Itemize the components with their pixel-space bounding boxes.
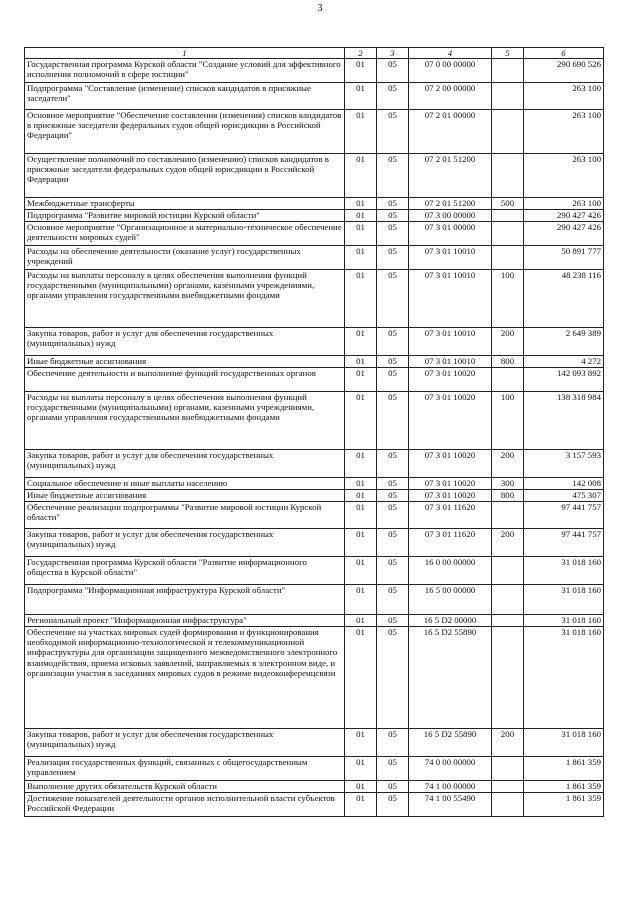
row-amount: 138 318 984 <box>524 392 604 450</box>
row-amount: 97 441 757 <box>524 502 604 529</box>
row-subsection: 05 <box>377 270 409 328</box>
row-section: 01 <box>345 529 377 557</box>
row-expense-type <box>492 502 524 529</box>
row-subsection: 05 <box>377 502 409 529</box>
row-subsection: 05 <box>377 222 409 246</box>
table-row <box>25 328 604 356</box>
row-name: Подпрограмма "Информационная инфраструктура Курской области" <box>25 585 345 615</box>
table-row <box>25 210 604 222</box>
row-name: Осуществление полномочий по составлению (изменению) списков кандидатов в присяжные заседатели федеральных судов общей юрисдикции в Российской Федерации <box>25 154 345 198</box>
row-section: 01 <box>345 392 377 450</box>
row-subsection: 05 <box>377 154 409 198</box>
row-target-article: 07 3 01 11620 <box>409 529 492 557</box>
table-row <box>25 110 604 154</box>
row-expense-type: 200 <box>492 529 524 557</box>
row-section: 01 <box>345 729 377 757</box>
table-row <box>25 154 604 198</box>
row-amount: 263 100 <box>524 110 604 154</box>
row-name: Закупка товаров, работ и услуг для обеспечения государственных (муниципальных) нужд <box>25 529 345 557</box>
row-target-article: 07 3 00 00000 <box>409 210 492 222</box>
row-amount: 3 157 593 <box>524 450 604 478</box>
row-expense-type: 500 <box>492 198 524 210</box>
column-header: 4 <box>409 48 492 59</box>
row-name: Социальное обеспечение и иные выплаты населению <box>25 478 345 490</box>
row-amount: 142 008 <box>524 478 604 490</box>
row-expense-type: 300 <box>492 478 524 490</box>
row-amount: 1 861 359 <box>524 781 604 793</box>
row-name: Обеспечение реализации подпрограммы "Развитие мировой юстиции Курской области" <box>25 502 345 529</box>
row-amount: 475 307 <box>524 490 604 502</box>
row-section: 01 <box>345 585 377 615</box>
row-amount: 50 891 777 <box>524 246 604 270</box>
page-number: 3 <box>317 3 323 14</box>
row-expense-type: 100 <box>492 392 524 450</box>
row-expense-type <box>492 585 524 615</box>
table-row <box>25 368 604 392</box>
row-name: Иные бюджетные ассигнования <box>25 490 345 502</box>
row-target-article: 07 2 01 51200 <box>409 198 492 210</box>
row-amount: 31 018 160 <box>524 615 604 627</box>
row-amount: 31 018 160 <box>524 729 604 757</box>
table-row <box>25 83 604 110</box>
row-subsection: 05 <box>377 368 409 392</box>
row-name: Закупка товаров, работ и услуг для обеспечения государственных (муниципальных) нужд <box>25 328 345 356</box>
row-subsection: 05 <box>377 529 409 557</box>
row-section: 01 <box>345 270 377 328</box>
row-expense-type <box>492 59 524 83</box>
row-subsection: 05 <box>377 59 409 83</box>
row-subsection: 05 <box>377 328 409 356</box>
row-amount: 290 427 426 <box>524 210 604 222</box>
table-row <box>25 615 604 627</box>
row-expense-type <box>492 793 524 817</box>
row-amount: 31 018 160 <box>524 557 604 585</box>
row-name: Закупка товаров, работ и услуг для обеспечения государственных (муниципальных) нужд <box>25 450 345 478</box>
row-name: Расходы на выплаты персоналу в целях обеспечения выполнения функций государственными (муниципальными) органами, казенными учреждениями, органами управления государственными внебюджетными фондами <box>25 392 345 450</box>
row-amount: 263 100 <box>524 154 604 198</box>
row-expense-type <box>492 154 524 198</box>
row-target-article: 07 3 01 11620 <box>409 502 492 529</box>
table-row <box>25 356 604 368</box>
row-section: 01 <box>345 110 377 154</box>
row-amount: 1 861 359 <box>524 757 604 781</box>
row-subsection: 05 <box>377 210 409 222</box>
row-subsection: 05 <box>377 246 409 270</box>
row-name: Выполнение других обязательств Курской области <box>25 781 345 793</box>
row-target-article: 07 2 00 00000 <box>409 83 492 110</box>
row-expense-type <box>492 757 524 781</box>
row-section: 01 <box>345 368 377 392</box>
row-section: 01 <box>345 222 377 246</box>
row-section: 01 <box>345 210 377 222</box>
row-subsection: 05 <box>377 793 409 817</box>
table-row <box>25 781 604 793</box>
row-name: Расходы на обеспечение деятельности (оказание услуг) государственных учреждений <box>25 246 345 270</box>
row-target-article: 07 3 01 10020 <box>409 490 492 502</box>
row-target-article: 07 3 01 10020 <box>409 368 492 392</box>
row-target-article: 16 5 D2 55890 <box>409 627 492 729</box>
row-expense-type <box>492 627 524 729</box>
row-subsection: 05 <box>377 198 409 210</box>
row-section: 01 <box>345 246 377 270</box>
row-subsection: 05 <box>377 392 409 450</box>
row-name: Подпрограмма "Составление (изменение) списков кандидатов в присяжные заседатели" <box>25 83 345 110</box>
row-subsection: 05 <box>377 757 409 781</box>
row-section: 01 <box>345 450 377 478</box>
row-section: 01 <box>345 478 377 490</box>
table-row <box>25 270 604 328</box>
row-target-article: 07 3 01 10020 <box>409 450 492 478</box>
table-row <box>25 392 604 450</box>
row-name: Реализация государственных функций, связанных с общегосударственным управлением <box>25 757 345 781</box>
row-amount: 2 649 389 <box>524 328 604 356</box>
row-expense-type <box>492 781 524 793</box>
row-expense-type: 800 <box>492 356 524 368</box>
row-expense-type <box>492 110 524 154</box>
table-row <box>25 450 604 478</box>
column-header: 5 <box>492 48 524 59</box>
table-row <box>25 627 604 729</box>
table-row <box>25 59 604 83</box>
row-name: Обеспечение на участках мировых судей формирования и функционирования необходимой информационно-технологической и телекоммуникационной инфраструктуры для организации защищенного межведомственного электронного взаимодействия, приема исковых заявлений, направляемых в электронном виде, и организации участия в заседаниях мировых судов в режиме видеоконференцсвязи <box>25 627 345 729</box>
table-row <box>25 793 604 817</box>
row-amount: 263 100 <box>524 198 604 210</box>
row-name: Государственная программа Курской области "Создание условий для эффективного исполнения полномочий в сфере юстиции" <box>25 59 345 83</box>
row-subsection: 05 <box>377 615 409 627</box>
row-target-article: 07 3 01 00000 <box>409 222 492 246</box>
row-target-article: 16 5 D2 55890 <box>409 729 492 757</box>
row-subsection: 05 <box>377 450 409 478</box>
table-row <box>25 478 604 490</box>
row-amount: 31 018 160 <box>524 627 604 729</box>
row-section: 01 <box>345 83 377 110</box>
row-section: 01 <box>345 627 377 729</box>
row-subsection: 05 <box>377 356 409 368</box>
table-row <box>25 729 604 757</box>
row-expense-type <box>492 222 524 246</box>
column-header: 1 <box>25 48 345 59</box>
row-amount: 263 100 <box>524 83 604 110</box>
row-amount: 290 690 526 <box>524 59 604 83</box>
table-row <box>25 757 604 781</box>
table-row <box>25 529 604 557</box>
row-amount: 31 018 160 <box>524 585 604 615</box>
row-amount: 142 093 892 <box>524 368 604 392</box>
row-target-article: 74 1 00 00000 <box>409 781 492 793</box>
row-expense-type: 200 <box>492 328 524 356</box>
row-section: 01 <box>345 615 377 627</box>
row-name: Основное мероприятие "Обеспечение составления (изменения) списков кандидатов в присяжные заседатели федеральных судов общей юрисдикции в Российской Федерации" <box>25 110 345 154</box>
row-target-article: 16 0 00 00000 <box>409 557 492 585</box>
table-row <box>25 502 604 529</box>
row-expense-type <box>492 210 524 222</box>
row-subsection: 05 <box>377 490 409 502</box>
budget-table <box>24 47 604 817</box>
column-header: 6 <box>524 48 604 59</box>
table-row <box>25 585 604 615</box>
row-target-article: 07 3 01 10010 <box>409 270 492 328</box>
row-section: 01 <box>345 781 377 793</box>
table-row <box>25 490 604 502</box>
row-expense-type: 200 <box>492 450 524 478</box>
table-row <box>25 557 604 585</box>
row-section: 01 <box>345 198 377 210</box>
row-subsection: 05 <box>377 83 409 110</box>
row-name: Расходы на выплаты персоналу в целях обеспечения выполнения функций государственными (муниципальными) органами, казенными учреждениями, органами управления государственными внебюджетными фондами <box>25 270 345 328</box>
row-name: Достижение показателей деятельности органов исполнительной власти субъектов Российской Федерации <box>25 793 345 817</box>
row-section: 01 <box>345 356 377 368</box>
row-amount: 97 441 757 <box>524 529 604 557</box>
row-target-article: 07 3 01 10020 <box>409 478 492 490</box>
column-header: 2 <box>345 48 377 59</box>
row-target-article: 07 3 01 10010 <box>409 246 492 270</box>
row-section: 01 <box>345 757 377 781</box>
row-amount: 4 272 <box>524 356 604 368</box>
row-subsection: 05 <box>377 781 409 793</box>
row-target-article: 74 0 00 00000 <box>409 757 492 781</box>
row-expense-type <box>492 246 524 270</box>
row-target-article: 07 2 01 51200 <box>409 154 492 198</box>
row-target-article: 07 3 01 10010 <box>409 356 492 368</box>
row-name: Иные бюджетные ассигнования <box>25 356 345 368</box>
row-target-article: 07 3 01 10010 <box>409 328 492 356</box>
row-section: 01 <box>345 154 377 198</box>
row-section: 01 <box>345 557 377 585</box>
row-target-article: 07 2 01 00000 <box>409 110 492 154</box>
row-amount: 290 427 426 <box>524 222 604 246</box>
row-section: 01 <box>345 490 377 502</box>
row-subsection: 05 <box>377 557 409 585</box>
row-target-article: 16 5 D2 00000 <box>409 615 492 627</box>
header-row <box>25 48 604 59</box>
row-target-article: 16 5 00 00000 <box>409 585 492 615</box>
row-name: Закупка товаров, работ и услуг для обеспечения государственных (муниципальных) нужд <box>25 729 345 757</box>
row-name: Государственная программа Курской области "Развитие информационного общества в Курской области" <box>25 557 345 585</box>
row-subsection: 05 <box>377 729 409 757</box>
row-subsection: 05 <box>377 110 409 154</box>
row-subsection: 05 <box>377 478 409 490</box>
row-subsection: 05 <box>377 585 409 615</box>
row-subsection: 05 <box>377 627 409 729</box>
row-amount: 48 238 116 <box>524 270 604 328</box>
row-section: 01 <box>345 502 377 529</box>
row-name: Подпрограмма "Развитие мировой юстиции Курской области" <box>25 210 345 222</box>
row-section: 01 <box>345 793 377 817</box>
row-expense-type <box>492 368 524 392</box>
row-name: Основное мероприятие "Организационное и материально-техническое обеспечение деятельности мировых судей" <box>25 222 345 246</box>
table-row <box>25 198 604 210</box>
column-header: 3 <box>377 48 409 59</box>
row-expense-type <box>492 83 524 110</box>
row-name: Межбюджетные трансферты <box>25 198 345 210</box>
row-section: 01 <box>345 59 377 83</box>
row-expense-type: 100 <box>492 270 524 328</box>
row-amount: 1 861 359 <box>524 793 604 817</box>
row-expense-type <box>492 557 524 585</box>
row-target-article: 07 0 00 00000 <box>409 59 492 83</box>
row-name: Региональный проект "Информационная инфраструктура" <box>25 615 345 627</box>
row-target-article: 07 3 01 10020 <box>409 392 492 450</box>
row-expense-type: 200 <box>492 729 524 757</box>
table-row <box>25 246 604 270</box>
row-section: 01 <box>345 328 377 356</box>
row-expense-type: 800 <box>492 490 524 502</box>
row-target-article: 74 1 00 55490 <box>409 793 492 817</box>
row-name: Обеспечение деятельности и выполнение функций государственных органов <box>25 368 345 392</box>
table-row <box>25 222 604 246</box>
row-expense-type <box>492 615 524 627</box>
